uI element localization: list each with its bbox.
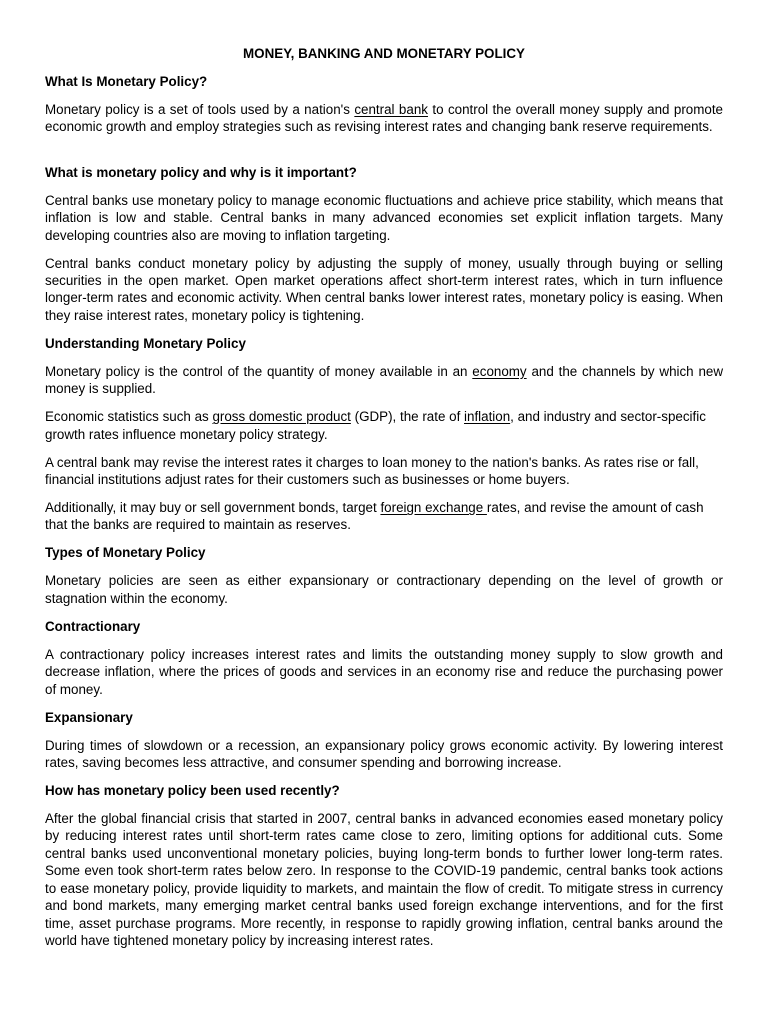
paragraph-text: Economic statistics such as	[45, 409, 213, 425]
section-heading-what-is-monetary-policy: What Is Monetary Policy?	[45, 74, 208, 89]
economy-link[interactable]: economy	[472, 363, 527, 379]
paragraph: Monetary policies are seen as either expansionary or contractionary depending on the level of growth or stagnation within the economy.	[45, 573, 723, 606]
section-heading-recent-use: How has monetary policy been used recently?	[45, 783, 340, 799]
central-bank-link[interactable]: central bank	[354, 102, 428, 117]
foreign-exchange-link[interactable]: foreign exchange	[380, 500, 487, 516]
paragraph-text: rates, and revise the amount of cash that the banks are required to maintain as reserves.	[45, 500, 704, 533]
section-heading-why-important: What is monetary policy and why is it important?	[45, 164, 357, 180]
gdp-link[interactable]: gross domestic product	[212, 409, 351, 425]
paragraph: During times of slowdown or a recession, an expansionary policy grows economic activity. By lowering interest rates, saving becomes less attractive, and consumer spending and borrowing increase.	[45, 737, 723, 771]
section-heading-understanding: Understanding Monetary Policy	[45, 335, 246, 351]
section-heading-expansionary: Expansionary	[45, 709, 133, 725]
paragraph-text: to control the overall money supply and promote economic growth and employ strategies such as revising interest rates and changing bank reserve requirements.	[45, 102, 724, 135]
section-heading-types: Types of Monetary Policy	[45, 545, 206, 561]
paragraph	[45, 101, 723, 136]
paragraph-text: Monetary policy is the control of the quantity of money available in an	[45, 363, 473, 379]
paragraph: A central bank may revise the interest rates it charges to loan money to the nation's banks. As rates rise or fall, financial institutions adjust rates for their customers such as businesses or home buyers.	[45, 454, 699, 488]
paragraph	[45, 408, 723, 443]
paragraph	[45, 363, 723, 398]
paragraph-text: Additionally, it may buy or sell government bonds, target	[45, 500, 381, 516]
document-page	[45, 45, 723, 960]
blank-line	[45, 146, 723, 163]
paragraph: Central banks conduct monetary policy by adjusting the supply of money, usually through buying or selling securities in the open market. Open market operations affect short-term interest rates, which in turn influence longer-term rates and economic activity. When central banks lower interest rates, monetary policy is easing. When they raise interest rates, monetary policy is tightening.	[45, 255, 723, 323]
section-heading-contractionary: Contractionary	[45, 618, 141, 634]
document-title: MONEY, BANKING AND MONETARY POLICY	[243, 46, 525, 61]
paragraph-text: and the channels by which new money is supplied.	[45, 363, 724, 397]
paragraph: Central banks use monetary policy to manage economic fluctuations and achieve price stability, which means that inflation is low and stable. Central banks in many advanced economies set explicit inflation targets. Many developing countries also are moving to inflation targeting.	[45, 192, 723, 243]
paragraph-text: (GDP), the rate of	[350, 409, 465, 425]
paragraph: A contractionary policy increases interest rates and limits the outstanding money supply to slow growth and decrease inflation, where the prices of goods and services in an economy rise and reduce the purchasing power of money.	[45, 646, 723, 697]
paragraph-text: Monetary policy is a set of tools used by a nation's	[45, 102, 355, 117]
paragraph-text: , and industry and sector-specific growth rates influence monetary policy strategy.	[45, 409, 706, 442]
paragraph	[45, 499, 723, 534]
paragraph: After the global financial crisis that started in 2007, central banks in advanced economies eased monetary policy by reducing interest rates until short-term rates came close to zero, limiting options for additional cuts. Some central banks used unconventional monetary policies, buying long-term bonds to further lower long-term rates. Some even took short-term rates below zero. In response to the COVID-19 pandemic, central banks took actions to ease monetary policy, provide liquidity to markets, and maintain the flow of credit. To mitigate stress in currency and bond markets, many emerging market central banks used foreign exchange interventions, and for the first time, asset purchase programs. More recently, in response to rapidly growing inflation, central banks around the world have tightened monetary policy by increasing interest rates.	[45, 811, 723, 948]
inflation-link[interactable]: inflation	[464, 409, 511, 425]
